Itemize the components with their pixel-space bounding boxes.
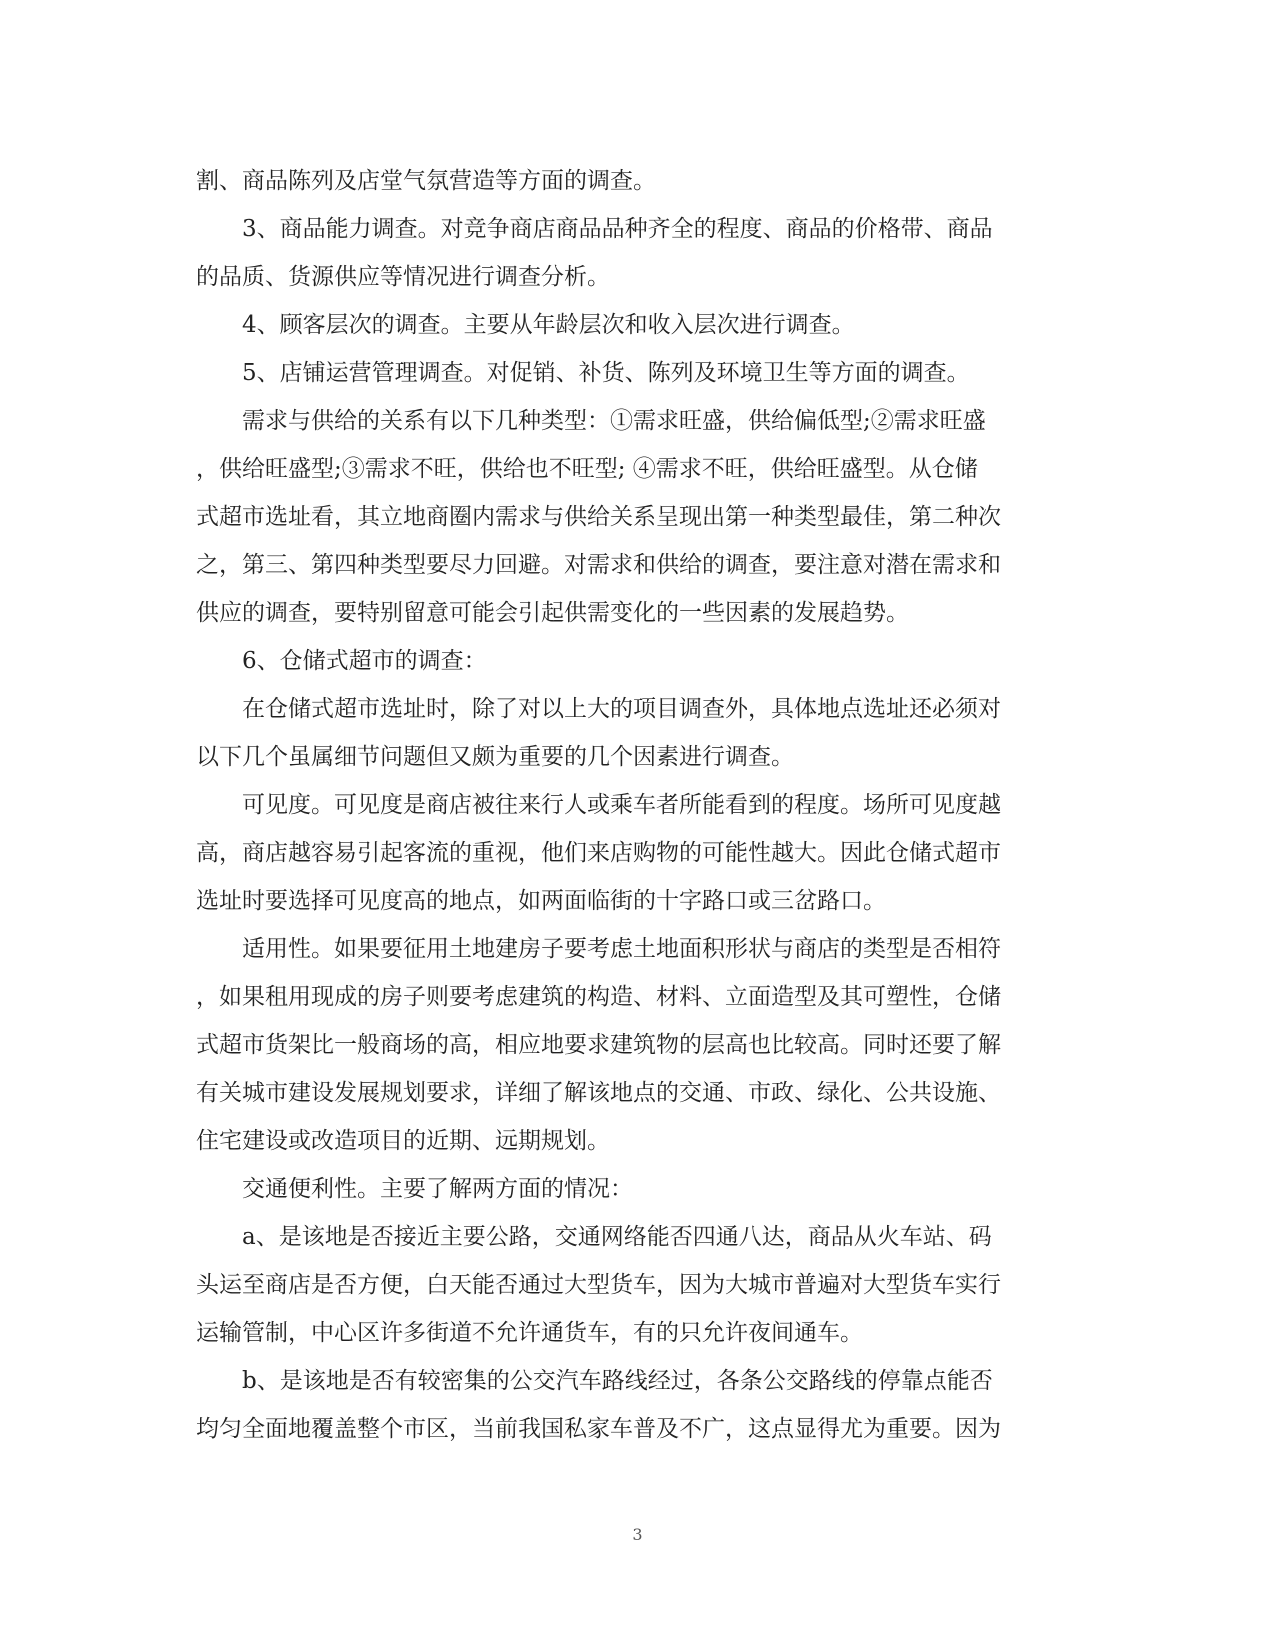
text-line: 割、商品陈列及店堂气氛营造等方面的调查。: [196, 168, 656, 194]
text-line: 均匀全面地覆盖整个市区，当前我国私家车普及不广，这点显得尤为重要。因为: [196, 1416, 1001, 1442]
text-line: b、是该地是否有较密集的公交汽车路线经过，各条公交路线的停靠点能否: [242, 1368, 993, 1394]
text-line: 以下几个虽属细节问题但又颇为重要的几个因素进行调查。: [196, 744, 794, 770]
text-line: 高，商店越容易引起客流的重视，他们来店购物的可能性越大。因此仓储式超市: [196, 840, 1001, 866]
text-line: a、是该地是否接近主要公路，交通网络能否四通八达，商品从火车站、码: [242, 1224, 992, 1250]
text-line: 可见度。可见度是商店被往来行人或乘车者所能看到的程度。场所可见度越: [242, 792, 1001, 818]
text-line: ，供给旺盛型;③需求不旺，供给也不旺型; ④需求不旺，供给旺盛型。从仓储: [196, 456, 978, 482]
text-line: 适用性。如果要征用土地建房子要考虑土地面积形状与商店的类型是否相符: [242, 936, 1001, 962]
body-text: [196, 157, 1066, 1453]
text-line: 4、顾客层次的调查。主要从年龄层次和收入层次进行调查。: [242, 312, 855, 338]
text-line: 有关城市建设发展规划要求，详细了解该地点的交通、市政、绿化、公共设施、: [196, 1080, 1001, 1106]
text-line: 3、商品能力调查。对竞争商店商品品种齐全的程度、商品的价格带、商品: [242, 216, 993, 242]
text-line: 的品质、货源供应等情况进行调查分析。: [196, 264, 610, 290]
text-line: 供应的调查，要特别留意可能会引起供需变化的一些因素的发展趋势。: [196, 600, 909, 626]
text-line: 式超市选址看，其立地商圈内需求与供给关系呈现出第一种类型最佳，第二种次: [196, 504, 1001, 530]
text-line: ，如果租用现成的房子则要考虑建筑的构造、材料、立面造型及其可塑性，仓储: [196, 984, 1001, 1010]
page-number: 3: [632, 1525, 643, 1544]
text-line: 5、店铺运营管理调查。对促销、补货、陈列及环境卫生等方面的调查。: [242, 360, 970, 386]
text-line: 之，第三、第四种类型要尽力回避。对需求和供给的调查，要注意对潜在需求和: [196, 552, 1001, 578]
text-line: 需求与供给的关系有以下几种类型：①需求旺盛，供给偏低型;②需求旺盛: [242, 408, 986, 434]
text-line: 在仓储式超市选址时，除了对以上大的项目调查外，具体地点选址还必须对: [242, 696, 1001, 722]
text-line: 选址时要选择可见度高的地点，如两面临街的十字路口或三岔路口。: [196, 888, 886, 914]
text-line: 式超市货架比一般商场的高，相应地要求建筑物的层高也比较高。同时还要了解: [196, 1032, 1001, 1058]
text-line: 运输管制，中心区许多街道不允许通货车，有的只允许夜间通车。: [196, 1320, 863, 1346]
text-line: 头运至商店是否方便，白天能否通过大型货车，因为大城市普遍对大型货车实行: [196, 1272, 1001, 1298]
text-line: 住宅建设或改造项目的近期、远期规划。: [196, 1128, 610, 1154]
text-line: 交通便利性。主要了解两方面的情况：: [242, 1176, 633, 1202]
text-line: 6、仓储式超市的调查：: [242, 648, 487, 674]
